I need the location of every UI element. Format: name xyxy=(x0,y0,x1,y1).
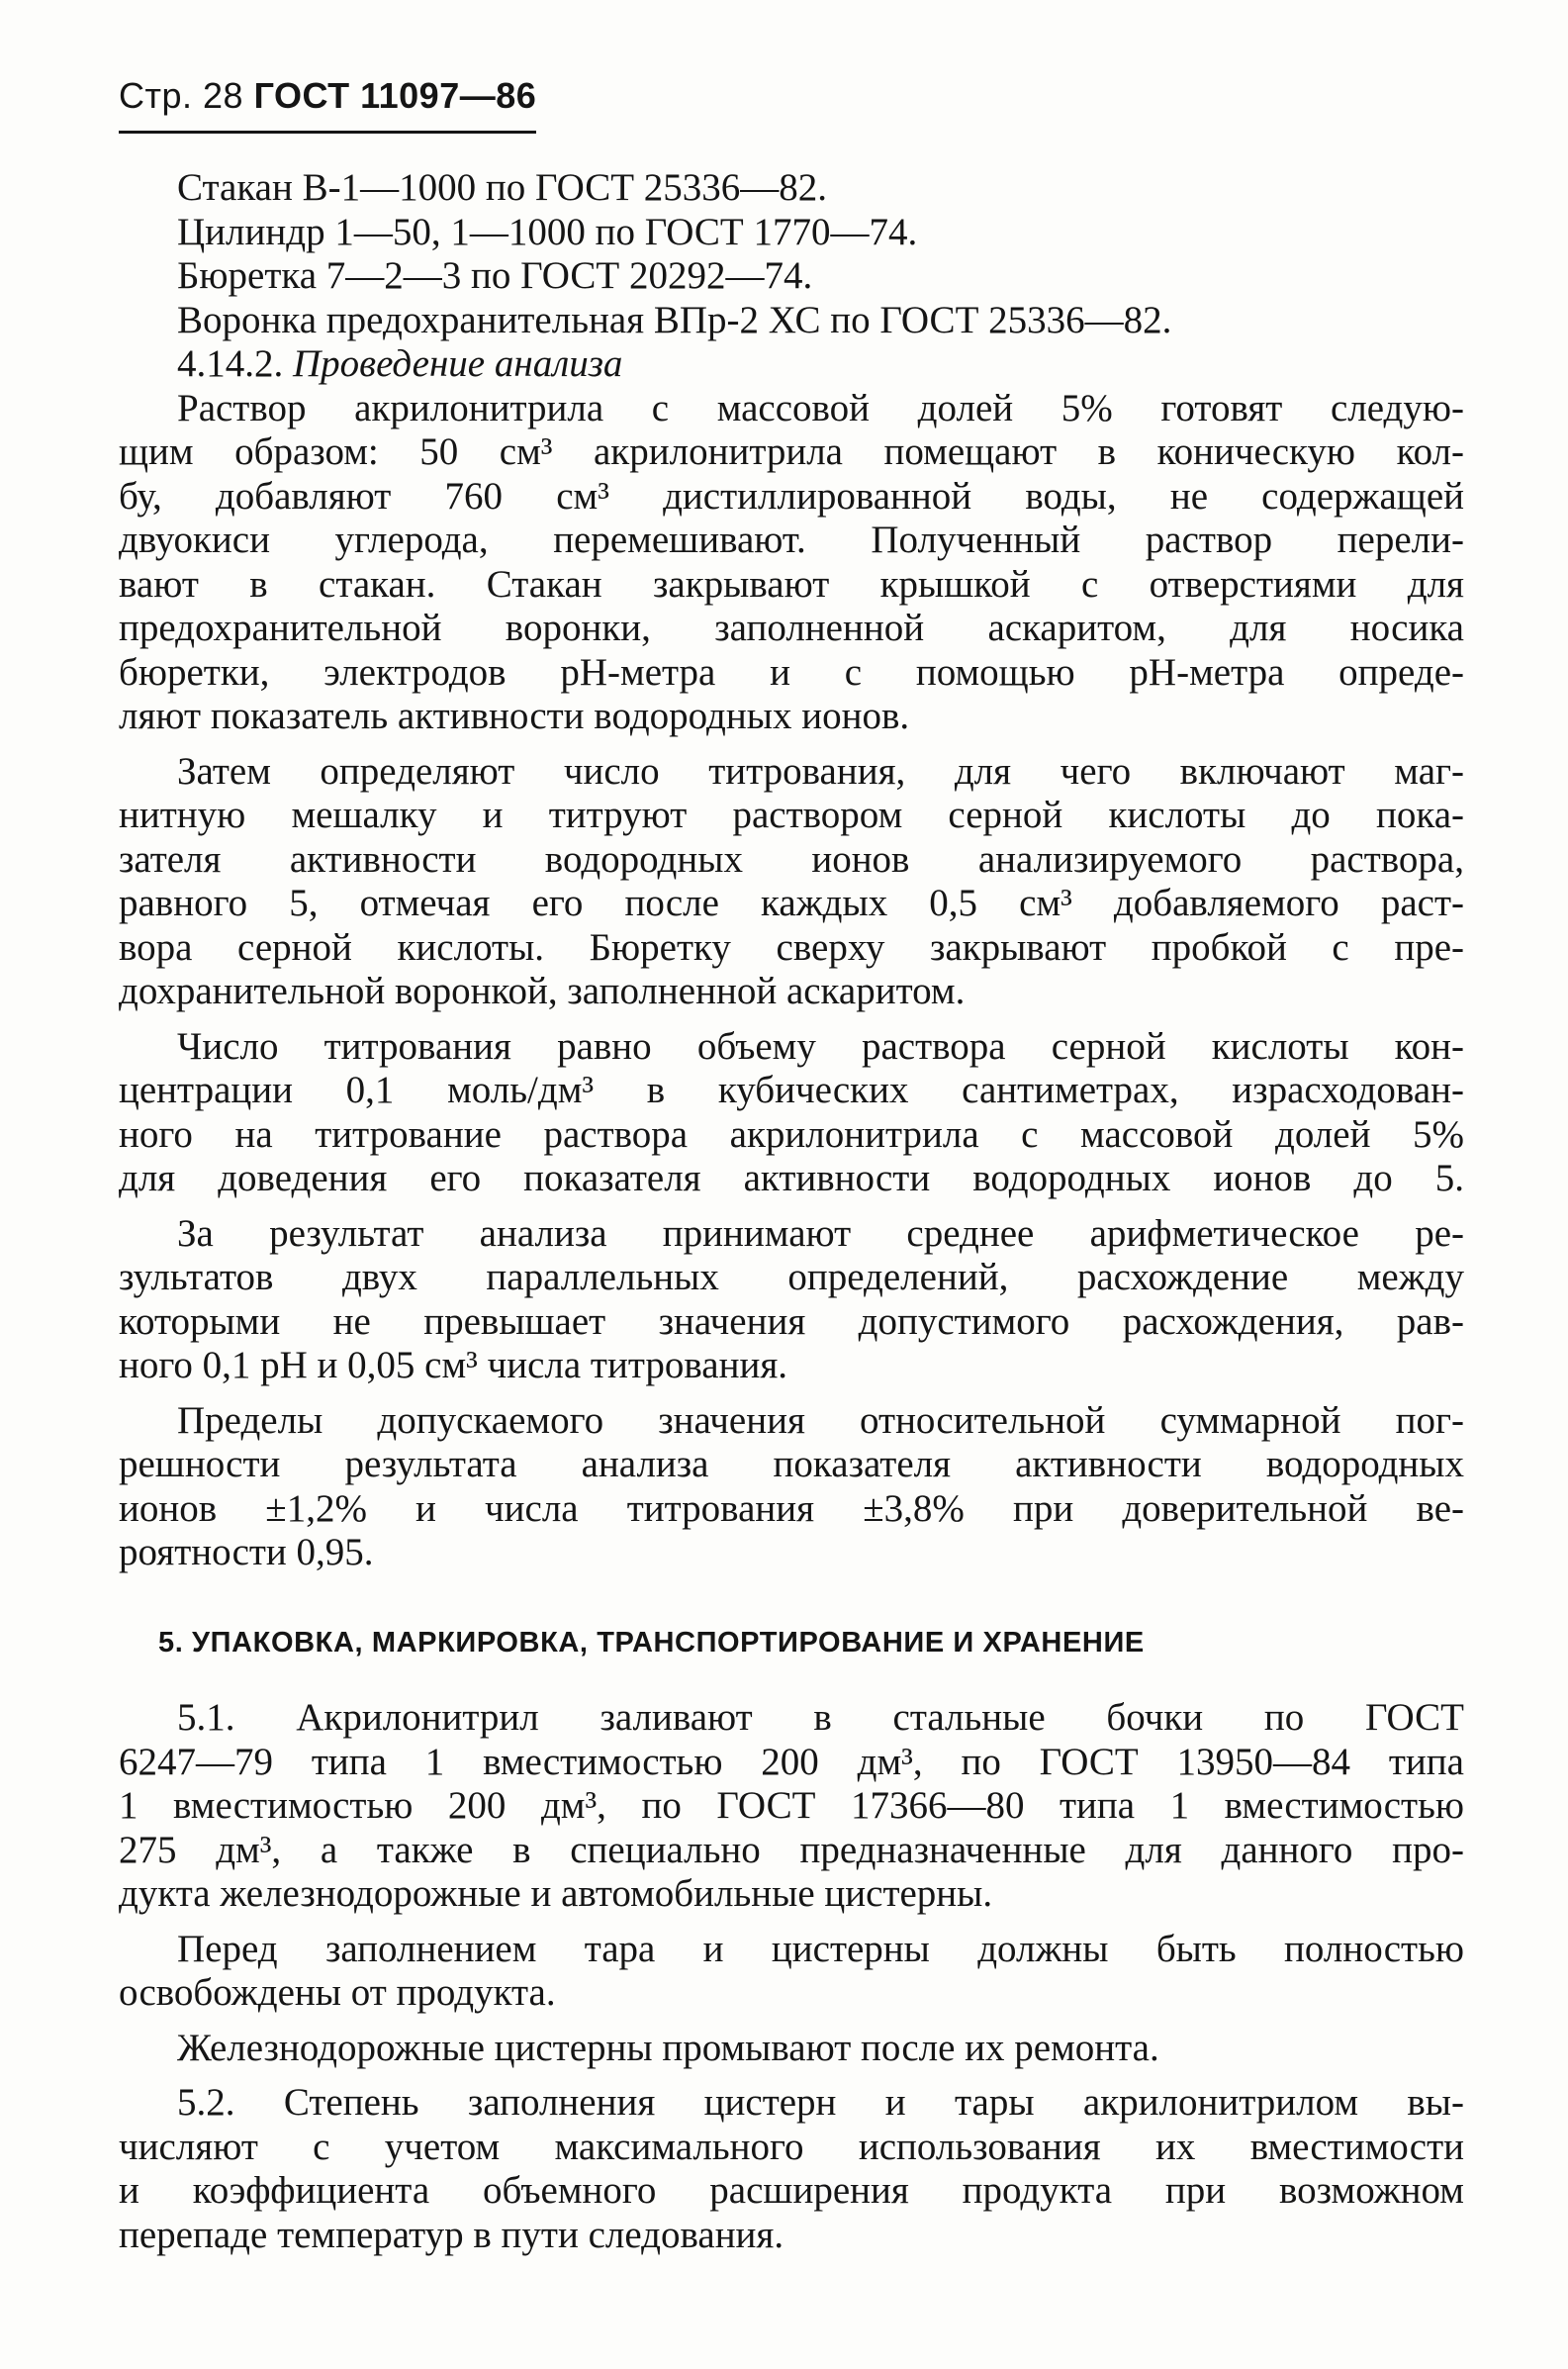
text-line: дохранительной воронкой, заполненной аскаритом. xyxy=(119,970,966,1012)
text-line: ионов ±1,2% и числа титрования ±3,8% при доверительной ве- xyxy=(119,1486,1464,1530)
text-line: Перед заполнением тара и цистерны должны быть полностью xyxy=(177,1927,1464,1970)
text-line: предохранительной воронки, заполненной аскаритом, для носика xyxy=(119,607,1464,649)
paragraph-error-limits xyxy=(119,1399,1464,1575)
subsection-number: 4.14.2. xyxy=(177,342,284,385)
paragraph-gap xyxy=(119,2016,1464,2027)
text-line: 6247—79 типа 1 вместимостью 200 дм³, по ГОСТ 13950—84 типа xyxy=(119,1740,1464,1783)
paragraph-gap xyxy=(119,739,1464,750)
text-line: освобождены от продукта. xyxy=(119,1971,556,2014)
paragraph-gap xyxy=(119,1388,1464,1399)
header-rule xyxy=(119,131,536,134)
paragraph-gap xyxy=(119,1201,1464,1212)
document-code: ГОСТ 11097—86 xyxy=(253,75,537,116)
text-line: числяют с учетом максимального использования их вместимости xyxy=(119,2125,1464,2168)
equipment-item: Бюретка 7—2—3 по ГОСТ 20292—74. xyxy=(177,254,813,297)
text-line: равного 5, отмечая его после каждых 0,5 см³ добавляемого раст- xyxy=(119,882,1464,924)
text-line: нитную мешалку и титруют раствором серной кислоты до пока- xyxy=(119,794,1464,836)
page-number: Стр. 28 xyxy=(119,75,244,116)
text-line: вора серной кислоты. Бюретку сверху закрывают пробкой с пре- xyxy=(119,925,1464,969)
text-line: дукта железнодорожные и автомобильные цистерны. xyxy=(119,1872,993,1915)
paragraph-result xyxy=(119,1212,1464,1388)
text-line: для доведения его показателя активности водородных ионов до 5. xyxy=(119,1157,1464,1199)
paragraph-5-1 xyxy=(119,1696,1464,1917)
paragraph-5-2 xyxy=(119,2081,1464,2257)
text-line: Пределы допускаемого значения относительной суммарной пог- xyxy=(177,1398,1464,1442)
paragraph-preparation xyxy=(119,387,1464,739)
text-line: зультатов двух параллельных определений, расхождение между xyxy=(119,1256,1464,1298)
section-heading: 5. УПАКОВКА, МАРКИРОВКА, ТРАНСПОРТИРОВАНИЕ И ХРАНЕНИЕ xyxy=(158,1626,1145,1658)
paragraph-rail-tanks xyxy=(119,2027,1464,2071)
subsection-heading xyxy=(119,342,1464,387)
text-line: 5.1. Акрилонитрил заливают в стальные бочки по ГОСТ xyxy=(177,1696,1464,1739)
text-line: Число титрования равно объему раствора серной кислоты кон- xyxy=(177,1024,1464,1068)
paragraph-titration-number xyxy=(119,1025,1464,1201)
page-header xyxy=(119,75,536,117)
text-line: роятности 0,95. xyxy=(119,1531,374,1573)
text-line: решности результата анализа показателя активности водородных xyxy=(119,1443,1464,1485)
text-line: 1 вместимостью 200 дм³, по ГОСТ 17366—80 типа 1 вместимостью xyxy=(119,1784,1464,1827)
equipment-item: Цилиндр 1—50, 1—1000 по ГОСТ 1770—74. xyxy=(177,210,918,253)
text-line: вают в стакан. Стакан закрывают крышкой с отверстиями для xyxy=(119,562,1464,606)
text-line: Железнодорожные цистерны промывают после их ремонта. xyxy=(177,2026,1159,2069)
text-line: Затем определяют число титрования, для чего включают маг- xyxy=(177,749,1464,793)
paragraph-titration xyxy=(119,750,1464,1014)
text-line: зателя активности водородных ионов анализируемого раствора, xyxy=(119,837,1464,881)
text-line: щим образом: 50 см³ акрилонитрила помещают в коническую кол- xyxy=(119,430,1464,473)
text-line: центрации 0,1 моль/дм³ в кубических сантиметрах, израсходован- xyxy=(119,1069,1464,1111)
text-line: перепаде температур в пути следования. xyxy=(119,2213,784,2256)
text-line: Раствор акрилонитрила с массовой долей 5% готовят следую- xyxy=(177,386,1464,429)
equipment-list xyxy=(119,166,1464,342)
text-line: которыми не превышает значения допустимого расхождения, рав- xyxy=(119,1299,1464,1343)
paragraph-before-filling xyxy=(119,1928,1464,2016)
document-body xyxy=(119,166,1464,2257)
text-line: двуокиси углерода, перемешивают. Полученный раствор перели- xyxy=(119,519,1464,561)
paragraph-gap xyxy=(119,2070,1464,2081)
text-line: За результат анализа принимают среднее арифметическое ре- xyxy=(177,1211,1464,1255)
text-line: и коэффициента объемного расширения продукта при возможном xyxy=(119,2169,1464,2212)
text-line: 275 дм³, а также в специально предназначенные для данного про- xyxy=(119,1828,1464,1871)
text-line: 5.2. Степень заполнения цистерн и тары акрилонитрилом вы- xyxy=(177,2081,1464,2124)
text-line: бюретки, электродов pH-метра и с помощью pH-метра опреде- xyxy=(119,650,1464,694)
equipment-item: Стакан В-1—1000 по ГОСТ 25336—82. xyxy=(177,166,828,209)
text-line: ного на титрование раствора акрилонитрила с массовой долей 5% xyxy=(119,1112,1464,1156)
text-line: ляют показатель активности водородных ионов. xyxy=(119,695,910,737)
paragraph-gap xyxy=(119,1917,1464,1928)
text-line: ного 0,1 pH и 0,05 см³ числа титрования. xyxy=(119,1344,788,1386)
equipment-item: Воронка предохранительная ВПр-2 ХС по ГОСТ 25336—82. xyxy=(177,298,1172,341)
text-line: бу, добавляют 760 см³ дистиллированной воды, не содержащей xyxy=(119,474,1464,518)
subsection-title: Проведение анализа xyxy=(293,342,623,385)
paragraph-gap xyxy=(119,1014,1464,1025)
